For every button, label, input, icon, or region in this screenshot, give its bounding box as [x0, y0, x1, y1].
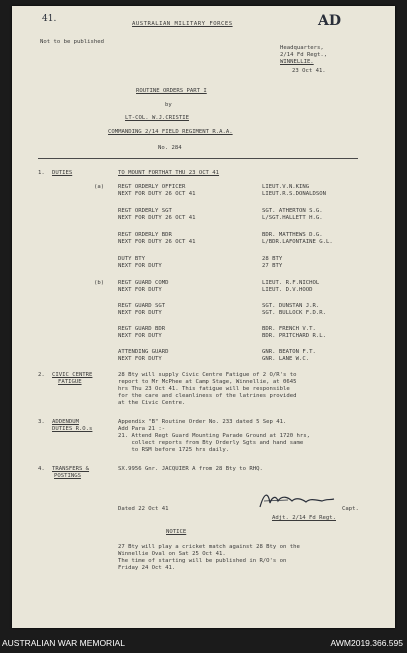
body-line: report to Mr McPhee at Camp Stage, Winnellie, at 0645 [118, 379, 297, 385]
duty-name: REGT ORDERLY OFFICER [118, 184, 186, 190]
duty-assignee: GNR. BEATON F.T. [262, 349, 316, 355]
body-line: The time of starting will be published in R/O's on [118, 558, 287, 564]
duty-next-assignee: LIEUT. D.V.HOOD [262, 287, 313, 293]
duty-next: NEXT FOR DUTY 26 OCT 41 [118, 191, 196, 197]
section-label: DUTIES [52, 170, 73, 176]
body-line: Add Para 21 :- [118, 426, 166, 432]
page-number: 41. [42, 14, 57, 24]
title-by: by [165, 102, 172, 108]
duty-next-assignee: 27 BTY [262, 263, 283, 269]
hq-line: Headquarters, [280, 45, 324, 51]
duty-next: NEXT FOR DUTY 26 OCT 41 [118, 239, 196, 245]
duty-assignee: BDR. MATTHEWS D.G. [262, 232, 323, 238]
body-line: Friday 24 Oct 41. [118, 565, 176, 571]
duty-row [12, 349, 395, 365]
duty-name: DUTY BTY [118, 256, 145, 262]
duties-heading: TO MOUNT FORTHAT THU 23 OCT 41 [118, 170, 220, 176]
duty-row [12, 280, 395, 296]
duty-next: NEXT FOR DUTY [118, 263, 162, 269]
body-line: SX.9956 Gnr. JACQUIER A from 28 Bty to RHQ. [118, 466, 263, 472]
body-line: Winnellie Oval on Sat 25 Oct 41. [118, 551, 226, 557]
duty-row [12, 256, 395, 272]
duty-name: REGT ORDERLY SGT [118, 208, 172, 214]
duty-assignee: BDR. FRENCH V.T. [262, 326, 316, 332]
commanding-officer: LT-COL. W.J.CRISTIE [125, 115, 189, 121]
body-line: Appendix "B" Routine Order No. 233 dated 5 Sep 41. [118, 419, 287, 425]
hq-line: 2/14 Fd Regt., [280, 52, 328, 58]
duty-next: NEXT FOR DUTY [118, 287, 162, 293]
duty-row [12, 208, 395, 224]
duty-next-assignee: SGT. BULLOCK F.D.R. [262, 310, 326, 316]
archive-footer [0, 630, 407, 653]
dated-line: Dated 22 Oct 41 [118, 506, 169, 512]
duty-assignee: LIEUT.V.N.KING [262, 184, 310, 190]
section-label: DUTIES R.O.s [52, 426, 93, 432]
duty-next-assignee: GNR. LANE W.C. [262, 356, 310, 362]
duty-next: NEXT FOR DUTY 26 OCT 41 [118, 215, 196, 221]
sub-para-b: (b) [94, 280, 105, 286]
section-label: FATIGUE [58, 379, 82, 385]
body-line: 21. Attend Regt Guard Mounting Parade Ground at 1720 hrs, [118, 433, 310, 439]
not-published-note: Not to be published [40, 39, 104, 45]
duty-name: REGT GUARD SGT [118, 303, 166, 309]
body-line: 27 Bty will play a cricket match against 28 Bty on the [118, 544, 300, 550]
duty-row [12, 303, 395, 319]
order-number: No. 284 [158, 145, 182, 151]
security-title: AUSTRALIAN MILITARY FORCES [132, 21, 233, 27]
duty-next-assignee: LIEUT.R.S.DONALDSON [262, 191, 326, 197]
hq-date: 23 Oct 41. [292, 68, 326, 74]
document-title: ROUTINE ORDERS PART I [136, 88, 207, 94]
duty-name: REGT GUARD COMD [118, 280, 169, 286]
duty-assignee: SGT. ATHERTON S.G. [262, 208, 323, 214]
duty-name: REGT ORDERLY BDR [118, 232, 172, 238]
duty-assignee: LIEUT. R.F.NICHOL [262, 280, 320, 286]
section-label: CIVIC CENTRE [52, 372, 93, 378]
body-line: to RSM before 1725 hrs daily. [118, 447, 230, 453]
section-number: 1. [38, 170, 45, 176]
section-number: 2. [38, 372, 45, 378]
section-number: 4. [38, 466, 45, 472]
body-line: hrs Thu 23 Oct 41. This fatigue will be responsible [118, 386, 290, 392]
duty-next: NEXT FOR DUTY [118, 356, 162, 362]
section-label: ADDENDUM [52, 419, 79, 425]
duty-next: NEXT FOR DUTY [118, 333, 162, 339]
duty-next-assignee: L/BDR.LAFONTAINE G.L. [262, 239, 333, 245]
duty-next: NEXT FOR DUTY [118, 310, 162, 316]
duty-assignee: SGT. DUNSTAN J.R. [262, 303, 320, 309]
document-page [12, 6, 395, 628]
notice-heading: NOTICE [166, 529, 187, 535]
body-line: at the Civic Centre. [118, 400, 186, 406]
archive-name: AUSTRALIAN WAR MEMORIAL [2, 638, 125, 648]
handwritten-mark: AD [318, 13, 342, 29]
body-line: collect reports from Bty Orderly Sgts and hand same [118, 440, 304, 446]
divider [38, 158, 358, 159]
signatory-rank: Capt. [342, 506, 359, 512]
unit-title: COMMANDING 2/14 FIELD REGIMENT R.A.A. [108, 129, 233, 135]
hq-line: WINNELLIE. [280, 59, 314, 65]
section-number: 3. [38, 419, 45, 425]
section-label: POSTINGS [54, 473, 81, 479]
signatory-appointment: Adjt. 2/14 Fd Regt. [272, 515, 336, 521]
duty-next-assignee: BDR. PRITCHARD R.L. [262, 333, 326, 339]
body-line: for the care and cleanliness of the latrines provided [118, 393, 297, 399]
duty-name: ATTENDING GUARD [118, 349, 169, 355]
section-label: TRANSFERS & [52, 466, 90, 472]
archive-reference: AWM2019.366.595 [330, 638, 403, 648]
duty-name: REGT GUARD BDR [118, 326, 166, 332]
body-line: 28 Bty will supply Civic Centre Fatigue of 2 O/R's to [118, 372, 297, 378]
duty-next-assignee: L/SGT.HALLETT H.G. [262, 215, 323, 221]
duty-row [12, 184, 395, 200]
sub-para-a: (a) [94, 184, 105, 190]
duty-assignee: 28 BTY [262, 256, 283, 262]
duty-row [12, 326, 395, 342]
duty-row [12, 232, 395, 248]
